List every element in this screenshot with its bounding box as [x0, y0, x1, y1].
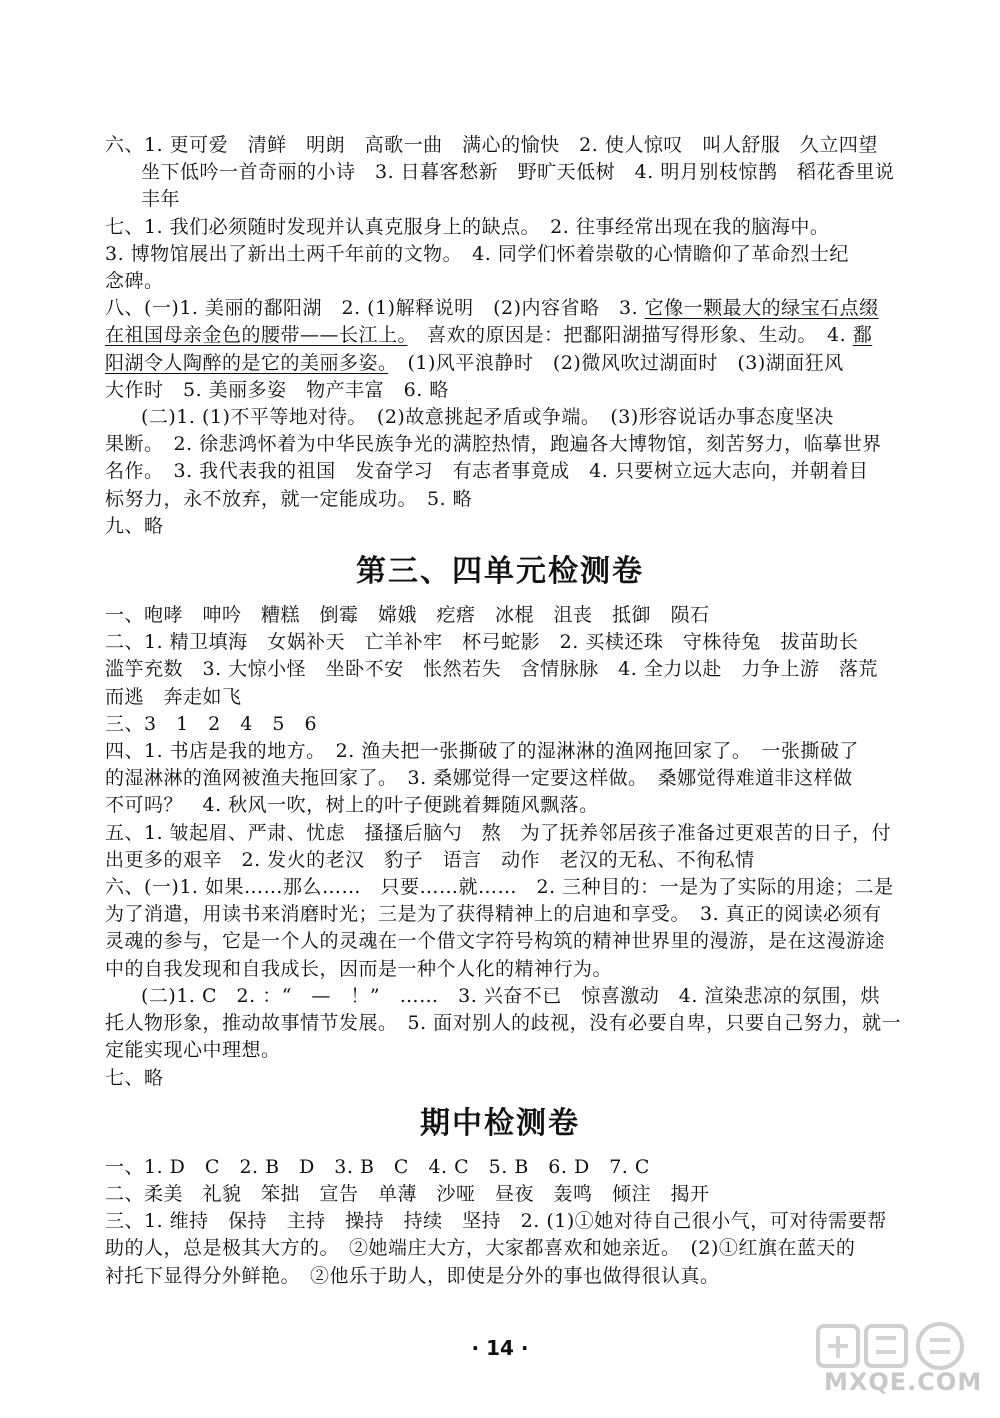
text-line: [105, 295, 895, 322]
text-line: 一、1. D C 2. B D 3. B C 4. C 5. B 6. D 7. C: [105, 1155, 650, 1178]
text-line: 七、略: [105, 1066, 164, 1089]
text-line: 滥竽充数 3. 大惊小怪 坐卧不安 怅然若失 含情脉脉 4. 全力以赴 力争上游 落荒: [105, 658, 878, 681]
text-line: 七、1. 我们必须随时发现并认真克服身上的缺点。 2. 往事经常出现在我的脑海中。: [105, 215, 830, 238]
underlined-answer: 在祖国母亲金色的腰带——长江上。: [105, 324, 408, 347]
text-line: 而逃 奔走如飞: [105, 685, 242, 708]
text-line: [105, 322, 895, 349]
text-line: (二)1. C 2. ：“ — ！” …… 3. 兴奋不已 惊喜激动 4. 渲染悲凉的氛围，烘: [141, 984, 880, 1007]
text-line: 六、(一)1. 如果……那么…… 只要……就…… 2. 三种目的：一是为了实际的用途；二是: [105, 876, 894, 899]
text-line: 标努力，永不放弃，就一定能成功。 5. 略: [105, 487, 473, 510]
text-line: 三、3 1 2 4 5 6: [105, 712, 318, 735]
text-line: 四、1. 书店是我的地方。 2. 渔夫把一张撕破了的湿淋淋的渔网拖回家了。 一张撕破了: [105, 740, 859, 763]
section-title: 期中检测卷: [420, 1105, 580, 1141]
text-line: 名作。 3. 我代表我的祖国 发奋学习 有志者事竟成 4. 只要树立远大志向，并朝着目: [105, 460, 869, 483]
text-line: 五、1. 皱起眉、严肃、忧虑 搔搔后脑勺 熬 为了抚养邻居孩子准备过更艰苦的日子，付: [105, 821, 892, 844]
text-line: 的湿淋淋的渔网被渔夫拖回家了。 3. 桑娜觉得一定要这样做。 桑娜觉得难道非这样做: [105, 767, 853, 790]
text-line: 六、1. 更可爱 清鲜 明朗 高歌一曲 满心的愉快 2. 使人惊叹 叫人舒服 久立四望: [105, 134, 878, 156]
text-line: 坐下低吟一首奇丽的小诗 3. 日暮客愁新 野旷天低树 4. 明月别枝惊鹊 稻花香里说: [141, 161, 895, 184]
text-line: 为了消遣，用读书来消磨时光；三是为了获得精神上的启迪和享受。 3. 真正的阅读必须有: [105, 903, 882, 926]
text-line: 念碑。: [105, 270, 164, 293]
watermark-logo: [812, 1318, 982, 1408]
section-title: 第三、四单元检测卷: [356, 554, 644, 590]
text-line: 果断。 2. 徐悲鸿怀着为中华民族争光的满腔热情，跑遍各大博物馆，刻苦努力，临摹世界: [105, 433, 882, 456]
text-line: [105, 350, 895, 377]
text-line: 定能实现心中理想。: [105, 1039, 281, 1062]
text-line: 托人物形象，推动故事情节发展。 5. 面对别人的歧视，没有必要自卑，只要自己努力，就一: [105, 1012, 902, 1035]
text-segment: (1)风平浪静时 (2)微风吹过湖面时 (3)湖面狂风: [388, 351, 844, 374]
text-line: 二、1. 精卫填海 女娲补天 亡羊补牢 杯弓蛇影 2. 买椟还珠 守株待兔 拔苗助长: [105, 631, 859, 654]
text-line: 丰年: [141, 188, 181, 211]
text-line: 一、咆哮 呻吟 糟糕 倒霉 嫦娥 疙瘩 冰棍 沮丧 抵御 陨石: [105, 604, 710, 627]
answer-content: [105, 132, 902, 1290]
text-segment: 喜欢的原因是：把鄱阳湖描写得形象、生动。 4.: [407, 324, 853, 347]
text-line: (二)1. (1)不平等地对待。 (2)故意挑起矛盾或争端。 (3)形容说话办事态度坚决: [141, 406, 834, 429]
text-line: 中的自我发现和自我成长，因而是一种个人化的精神行为。: [105, 957, 613, 980]
text-line: 出更多的艰辛 2. 发火的老汉 豹子 语言 动作 老汉的无私、不徇私情: [105, 848, 755, 871]
text-line: 三、1. 维持 保持 主持 操持 持续 坚持 2. (1)①她对待自己很小气，可对待需要帮: [105, 1210, 887, 1233]
text-segment: 八、(一)1. 美丽的鄱阳湖 2. (1)解释说明 (2)内容省略 3.: [105, 297, 645, 320]
text-line: 3. 博物馆展出了新出土两千年前的文物。 4. 同学们怀着崇敬的心情瞻仰了革命烈士纪: [105, 242, 849, 265]
text-line: 大作时 5. 美丽多姿 物产丰富 6. 略: [105, 378, 449, 401]
text-line: 九、略: [105, 514, 164, 537]
text-line: 不可吗？ 4. 秋风一吹，树上的叶子便跳着舞随风飘落。: [105, 794, 599, 817]
watermark-text: MXQE.COM: [824, 1368, 983, 1396]
text-line: 助的人，总是极其大方的。 ②她端庄大方，大家都喜欢和她亲近。 (2)①红旗在蓝天的: [105, 1237, 856, 1260]
page-number: · 14 ·: [471, 1336, 529, 1360]
underlined-answer: 鄱: [852, 324, 873, 347]
text-line: 二、柔美 礼貌 笨拙 宣告 单薄 沙哑 昼夜 轰鸣 倾注 揭开: [105, 1182, 710, 1205]
text-line: 灵魂的参与，它是一个人的灵魂在一个借文字符号构筑的精神世界里的漫游，是在这漫游途: [105, 930, 886, 953]
underlined-answer: 阳湖令人陶醉的是它的美丽多姿。: [105, 351, 389, 374]
text-line: 衬托下显得分外鲜艳。 ②他乐于助人，即使是分外的事也做得很认真。: [105, 1264, 720, 1287]
underlined-answer: 它像一颗最大的绿宝石点缀: [644, 297, 879, 320]
